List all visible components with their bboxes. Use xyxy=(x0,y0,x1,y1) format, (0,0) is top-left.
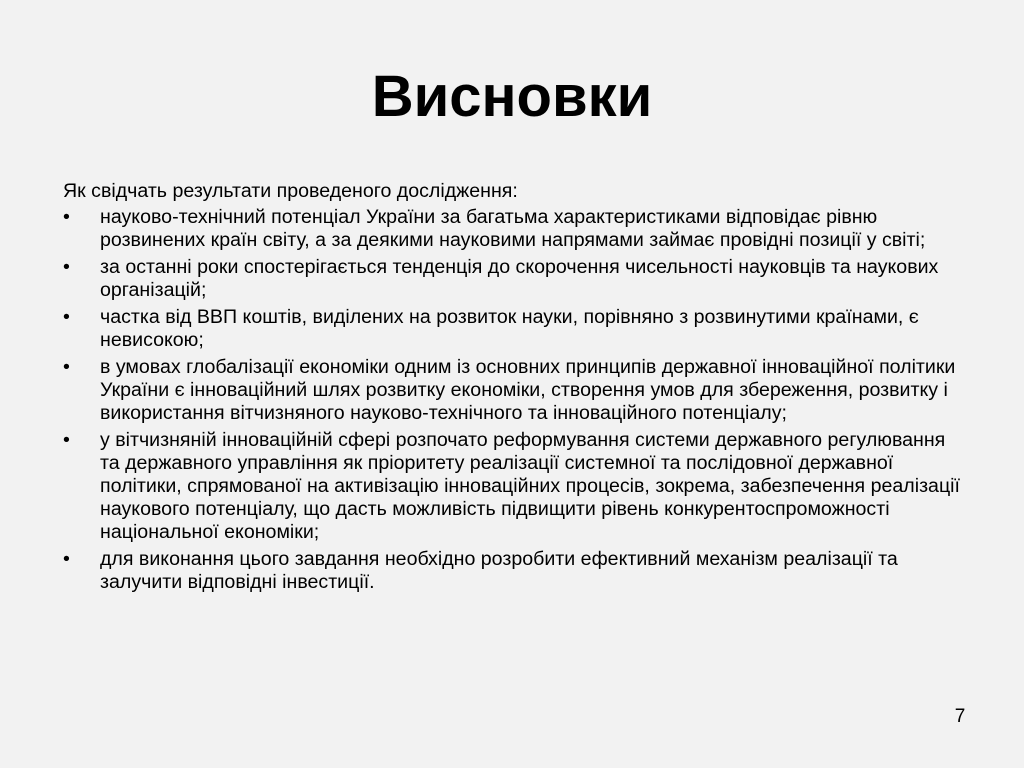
bullet-icon: • xyxy=(63,306,70,328)
bullet-text: частка від ВВП коштів, виділених на розвиток науки, порівняно з розвинутими країнами, є невисокою; xyxy=(100,306,919,351)
bullet-item xyxy=(63,306,963,352)
slide-content xyxy=(63,180,963,598)
bullet-text: в умовах глобалізації економіки одним із основних принципів державної інноваційної політики України є інноваційний шлях розвитку економіки, створення умов для збереження, розвитку і використання вітчизняного науково-технічного та інноваційного потенціалу; xyxy=(100,356,956,424)
bullet-list xyxy=(63,206,963,594)
bullet-item xyxy=(63,206,963,252)
intro-text: Як свідчать результати проведеного дослідження: xyxy=(63,180,518,202)
slide-title: Висновки xyxy=(371,64,653,129)
bullet-text: у вітчизняній інноваційній сфері розпочато реформування системи державного регулювання та державного управління як пріоритету реалізації системної та послідовної державної політики, спрямованої на активізацію інноваційних процесів, зокрема, забезпечення реалізації наукового потенціалу, що дасть можливість підвищити рівень конкурентоспроможності національної економіки; xyxy=(100,429,960,543)
bullet-item xyxy=(63,429,963,544)
bullet-item xyxy=(63,548,963,594)
page-number: 7 xyxy=(954,706,966,727)
bullet-item xyxy=(63,256,963,302)
bullet-icon: • xyxy=(63,429,70,451)
bullet-icon: • xyxy=(63,206,70,228)
bullet-text: науково-технічний потенціал України за багатьма характеристиками відповідає рівню розвинених країн світу, а за деякими науковими напрямами займає провідні позиції у світі; xyxy=(100,206,926,251)
bullet-text: для виконання цього завдання необхідно розробити ефективний механізм реалізації та залучити відповідні інвестиції. xyxy=(100,548,898,593)
bullet-icon: • xyxy=(63,356,70,378)
bullet-item xyxy=(63,356,963,425)
bullet-icon: • xyxy=(63,548,70,570)
bullet-text: за останні роки спостерігається тенденція до скорочення чисельності науковців та наукових організацій; xyxy=(100,256,939,301)
bullet-icon: • xyxy=(63,256,70,278)
